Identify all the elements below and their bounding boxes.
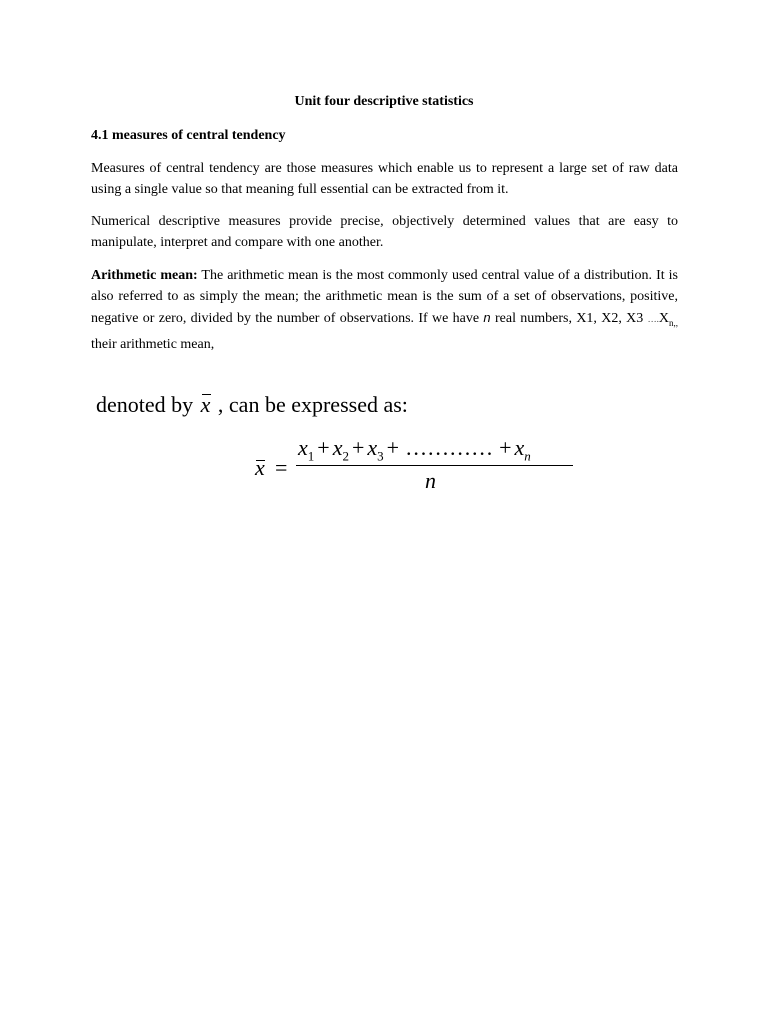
section-heading: 4.1 measures of central tendency xyxy=(91,128,286,143)
formula-intro-suffix: , can be expressed as: xyxy=(212,392,408,417)
numerator-x2: x xyxy=(332,435,343,460)
plus-sign: + xyxy=(317,435,330,460)
paragraph-arithmetic-mean xyxy=(91,265,678,355)
formula-intro-prefix: denoted by xyxy=(96,392,199,417)
numerator-xn-sub: n xyxy=(524,448,531,464)
xn-subscript: n,, xyxy=(669,317,678,328)
mean-formula xyxy=(255,435,585,500)
numerator-x1: x xyxy=(298,435,308,460)
formula-xbar: x xyxy=(255,455,265,480)
paragraph-central-tendency: Measures of central tendency are those measures which enable us to represent a large set of raw data using a single value so that meaning full essential can be extracted from it. xyxy=(91,161,678,197)
document-title: Unit four descriptive statistics xyxy=(294,94,474,109)
formula-equals: = xyxy=(275,455,288,480)
numerator-xn: x xyxy=(514,435,525,460)
numerator-dots: ………… xyxy=(405,435,494,460)
xn-symbol: X xyxy=(658,311,669,326)
arithmetic-mean-text-2: real numbers, X1, X2, X3 xyxy=(490,311,648,326)
numerator-x3: x xyxy=(367,435,378,460)
plus-sign: + xyxy=(351,435,365,460)
formula-denominator: n xyxy=(425,468,436,493)
arithmetic-mean-term: Arithmetic mean: xyxy=(91,268,198,283)
numerator-x2-sub: 2 xyxy=(342,448,349,464)
arithmetic-mean-ending: their arithmetic mean, xyxy=(91,336,215,352)
paragraph-numerical-measures: Numerical descriptive measures provide precise, objectively determined values that are easy to manipulate, interpret and compare with one another. xyxy=(91,214,678,250)
numerator-x3-sub: 3 xyxy=(377,448,384,464)
formula-lhs xyxy=(255,455,265,481)
xbar-symbol: x xyxy=(199,390,213,420)
plus-sign: + xyxy=(386,435,400,460)
arithmetic-mean-text: The arithmetic mean is the most commonly used central value of a distribution. It is also referred to as simply the mean; the arithmetic mean is the sum of a set of observations, positive, negative or zero, divided by the number of observations. If we have xyxy=(91,268,678,326)
fraction-bar xyxy=(296,465,573,466)
ellipsis-dots: …. xyxy=(647,314,659,324)
plus-sign: + xyxy=(499,435,512,460)
formula-intro xyxy=(96,390,408,420)
formula-numerator xyxy=(298,435,531,464)
variable-n: n xyxy=(483,310,491,325)
numerator-x1-sub: 1 xyxy=(307,448,315,464)
